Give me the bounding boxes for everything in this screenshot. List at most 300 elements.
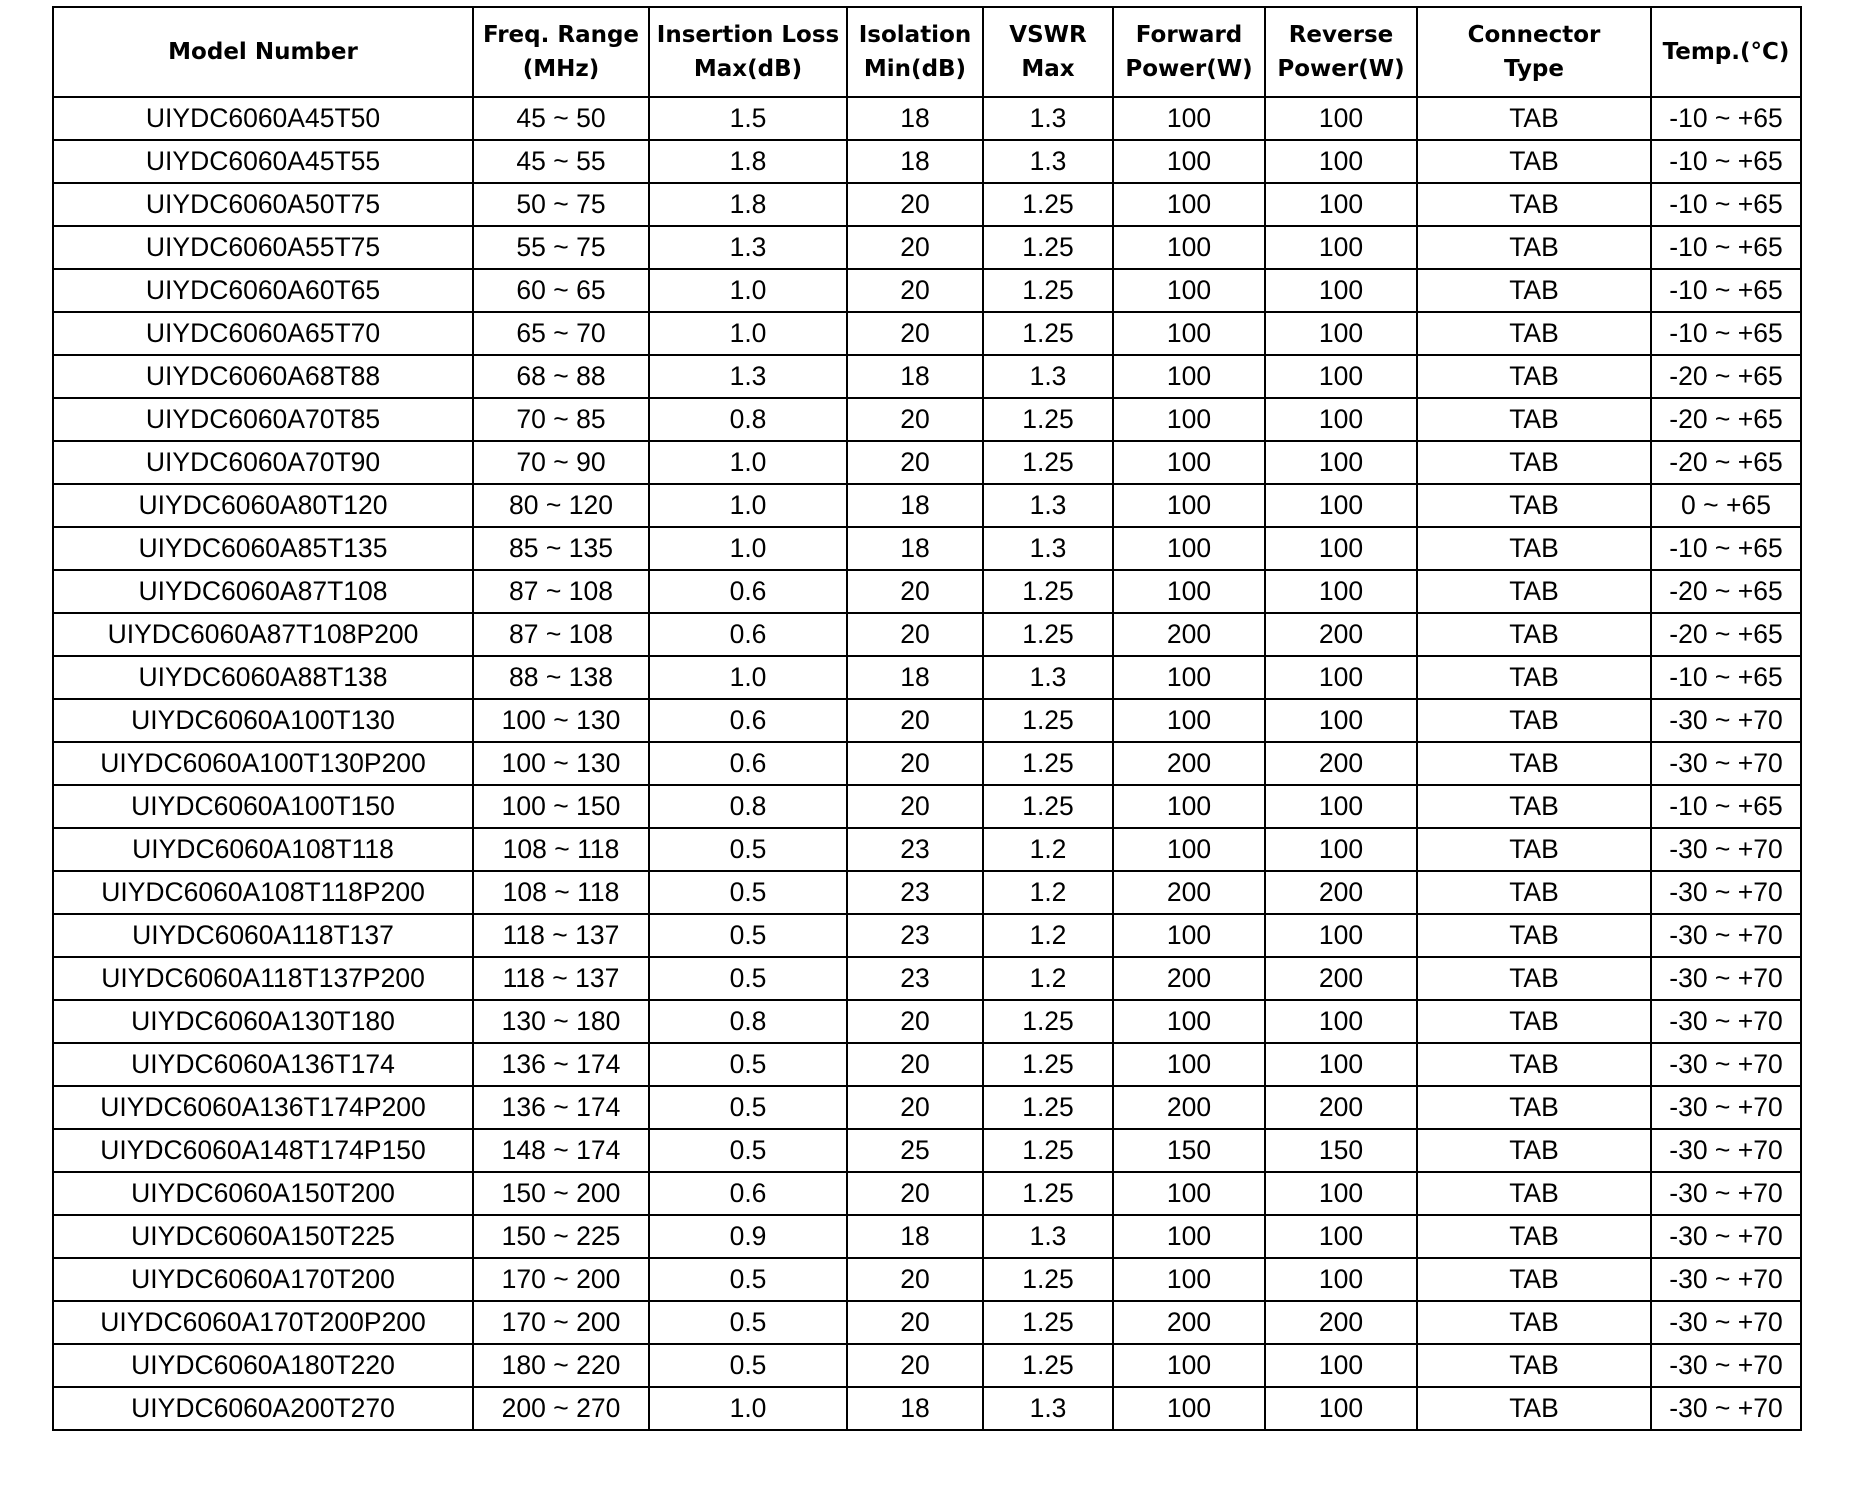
table-row	[53, 570, 1801, 613]
cell-isolation: 18	[847, 656, 983, 699]
cell-freq-range: 108 ~ 118	[473, 871, 649, 914]
cell-temp: -30 ~ +70	[1651, 699, 1801, 742]
cell-vswr: 1.25	[983, 226, 1113, 269]
cell-temp: -30 ~ +70	[1651, 914, 1801, 957]
cell-model-number: UIYDC6060A45T50	[53, 97, 473, 140]
table-row	[53, 1344, 1801, 1387]
cell-reverse-power: 100	[1265, 527, 1417, 570]
cell-insertion-loss: 0.5	[649, 957, 847, 1000]
cell-isolation: 20	[847, 785, 983, 828]
cell-reverse-power: 100	[1265, 484, 1417, 527]
cell-model-number: UIYDC6060A150T200	[53, 1172, 473, 1215]
header-isolation	[847, 7, 983, 97]
cell-reverse-power: 100	[1265, 1387, 1417, 1430]
cell-isolation: 18	[847, 1215, 983, 1258]
cell-forward-power: 200	[1113, 613, 1265, 656]
cell-forward-power: 100	[1113, 699, 1265, 742]
cell-model-number: UIYDC6060A88T138	[53, 656, 473, 699]
header-reverse-power-line2: Power(W)	[1277, 56, 1405, 82]
header-vswr	[983, 7, 1113, 97]
cell-model-number: UIYDC6060A136T174P200	[53, 1086, 473, 1129]
table-row	[53, 742, 1801, 785]
cell-forward-power: 100	[1113, 441, 1265, 484]
cell-temp: -30 ~ +70	[1651, 1000, 1801, 1043]
cell-isolation: 20	[847, 312, 983, 355]
cell-insertion-loss: 0.6	[649, 742, 847, 785]
cell-forward-power: 100	[1113, 1172, 1265, 1215]
cell-vswr: 1.3	[983, 1215, 1113, 1258]
cell-isolation: 18	[847, 140, 983, 183]
cell-reverse-power: 200	[1265, 1086, 1417, 1129]
table-row	[53, 527, 1801, 570]
cell-connector-type: TAB	[1417, 226, 1651, 269]
cell-temp: -30 ~ +70	[1651, 742, 1801, 785]
cell-model-number: UIYDC6060A150T225	[53, 1215, 473, 1258]
cell-insertion-loss: 0.5	[649, 1258, 847, 1301]
cell-connector-type: TAB	[1417, 871, 1651, 914]
cell-insertion-loss: 0.6	[649, 613, 847, 656]
cell-freq-range: 70 ~ 85	[473, 398, 649, 441]
cell-temp: -10 ~ +65	[1651, 97, 1801, 140]
cell-model-number: UIYDC6060A100T130P200	[53, 742, 473, 785]
cell-model-number: UIYDC6060A200T270	[53, 1387, 473, 1430]
cell-reverse-power: 100	[1265, 1258, 1417, 1301]
cell-connector-type: TAB	[1417, 656, 1651, 699]
cell-reverse-power: 100	[1265, 828, 1417, 871]
cell-forward-power: 100	[1113, 355, 1265, 398]
header-isolation-line2: Min(dB)	[863, 56, 967, 82]
cell-insertion-loss: 1.3	[649, 355, 847, 398]
cell-isolation: 23	[847, 914, 983, 957]
cell-freq-range: 148 ~ 174	[473, 1129, 649, 1172]
header-connector-type-line1: Connector	[1467, 22, 1601, 48]
table-row	[53, 1301, 1801, 1344]
cell-insertion-loss: 1.8	[649, 140, 847, 183]
table-row	[53, 97, 1801, 140]
cell-temp: -20 ~ +65	[1651, 613, 1801, 656]
cell-isolation: 20	[847, 1172, 983, 1215]
cell-model-number: UIYDC6060A180T220	[53, 1344, 473, 1387]
cell-insertion-loss: 1.0	[649, 484, 847, 527]
cell-forward-power: 100	[1113, 97, 1265, 140]
cell-forward-power: 200	[1113, 1086, 1265, 1129]
cell-model-number: UIYDC6060A60T65	[53, 269, 473, 312]
header-insertion-loss-line1: Insertion Loss	[656, 22, 840, 48]
cell-connector-type: TAB	[1417, 355, 1651, 398]
cell-temp: -10 ~ +65	[1651, 656, 1801, 699]
cell-temp: -20 ~ +65	[1651, 441, 1801, 484]
cell-connector-type: TAB	[1417, 527, 1651, 570]
cell-vswr: 1.25	[983, 742, 1113, 785]
table-row	[53, 355, 1801, 398]
cell-vswr: 1.25	[983, 1086, 1113, 1129]
cell-insertion-loss: 1.5	[649, 97, 847, 140]
cell-freq-range: 118 ~ 137	[473, 957, 649, 1000]
cell-isolation: 18	[847, 1387, 983, 1430]
cell-freq-range: 45 ~ 50	[473, 97, 649, 140]
cell-insertion-loss: 0.5	[649, 871, 847, 914]
cell-temp: -20 ~ +65	[1651, 398, 1801, 441]
header-reverse-power	[1265, 7, 1417, 97]
cell-connector-type: TAB	[1417, 914, 1651, 957]
cell-reverse-power: 100	[1265, 1215, 1417, 1258]
cell-forward-power: 200	[1113, 871, 1265, 914]
cell-freq-range: 50 ~ 75	[473, 183, 649, 226]
cell-freq-range: 150 ~ 225	[473, 1215, 649, 1258]
cell-model-number: UIYDC6060A170T200	[53, 1258, 473, 1301]
cell-connector-type: TAB	[1417, 1387, 1651, 1430]
cell-reverse-power: 100	[1265, 312, 1417, 355]
table-row	[53, 1000, 1801, 1043]
cell-insertion-loss: 1.0	[649, 312, 847, 355]
table-row	[53, 828, 1801, 871]
cell-freq-range: 88 ~ 138	[473, 656, 649, 699]
cell-isolation: 20	[847, 269, 983, 312]
cell-reverse-power: 100	[1265, 140, 1417, 183]
cell-temp: -30 ~ +70	[1651, 1258, 1801, 1301]
cell-connector-type: TAB	[1417, 484, 1651, 527]
cell-connector-type: TAB	[1417, 97, 1651, 140]
cell-connector-type: TAB	[1417, 1086, 1651, 1129]
table-row	[53, 1043, 1801, 1086]
cell-model-number: UIYDC6060A108T118	[53, 828, 473, 871]
cell-reverse-power: 100	[1265, 1043, 1417, 1086]
cell-forward-power: 100	[1113, 527, 1265, 570]
cell-forward-power: 100	[1113, 914, 1265, 957]
cell-forward-power: 100	[1113, 484, 1265, 527]
cell-isolation: 20	[847, 1043, 983, 1086]
cell-isolation: 20	[847, 1000, 983, 1043]
table-header	[53, 7, 1801, 97]
cell-forward-power: 100	[1113, 312, 1265, 355]
table-row	[53, 656, 1801, 699]
cell-freq-range: 108 ~ 118	[473, 828, 649, 871]
cell-model-number: UIYDC6060A55T75	[53, 226, 473, 269]
cell-insertion-loss: 0.5	[649, 1086, 847, 1129]
cell-connector-type: TAB	[1417, 183, 1651, 226]
cell-reverse-power: 150	[1265, 1129, 1417, 1172]
cell-insertion-loss: 0.6	[649, 699, 847, 742]
cell-isolation: 18	[847, 484, 983, 527]
cell-connector-type: TAB	[1417, 1215, 1651, 1258]
cell-isolation: 20	[847, 699, 983, 742]
cell-model-number: UIYDC6060A118T137	[53, 914, 473, 957]
table-row	[53, 484, 1801, 527]
cell-temp: -20 ~ +65	[1651, 570, 1801, 613]
table-row	[53, 312, 1801, 355]
cell-insertion-loss: 0.5	[649, 914, 847, 957]
cell-model-number: UIYDC6060A100T150	[53, 785, 473, 828]
cell-vswr: 1.25	[983, 1043, 1113, 1086]
cell-vswr: 1.2	[983, 957, 1113, 1000]
cell-model-number: UIYDC6060A70T90	[53, 441, 473, 484]
header-row	[53, 7, 1801, 97]
cell-vswr: 1.25	[983, 1344, 1113, 1387]
cell-vswr: 1.3	[983, 484, 1113, 527]
cell-insertion-loss: 1.0	[649, 441, 847, 484]
cell-model-number: UIYDC6060A50T75	[53, 183, 473, 226]
header-model-number-line1: Model Number	[168, 39, 358, 65]
cell-connector-type: TAB	[1417, 828, 1651, 871]
header-reverse-power-line1: Reverse	[1288, 22, 1394, 48]
table-row	[53, 1086, 1801, 1129]
cell-reverse-power: 100	[1265, 441, 1417, 484]
cell-insertion-loss: 1.8	[649, 183, 847, 226]
cell-vswr: 1.25	[983, 1301, 1113, 1344]
cell-insertion-loss: 0.5	[649, 1129, 847, 1172]
header-freq-range-line1: Freq. Range	[482, 22, 640, 48]
cell-connector-type: TAB	[1417, 1043, 1651, 1086]
cell-vswr: 1.25	[983, 613, 1113, 656]
cell-isolation: 18	[847, 97, 983, 140]
table-row	[53, 1387, 1801, 1430]
cell-reverse-power: 100	[1265, 97, 1417, 140]
cell-model-number: UIYDC6060A68T88	[53, 355, 473, 398]
header-connector-type-line2: Type	[1503, 56, 1564, 82]
cell-forward-power: 100	[1113, 1387, 1265, 1430]
cell-insertion-loss: 0.6	[649, 1172, 847, 1215]
table-row	[53, 785, 1801, 828]
header-insertion-loss-line2: Max(dB)	[693, 56, 803, 82]
cell-reverse-power: 100	[1265, 355, 1417, 398]
header-freq-range	[473, 7, 649, 97]
cell-insertion-loss: 0.6	[649, 570, 847, 613]
cell-model-number: UIYDC6060A80T120	[53, 484, 473, 527]
header-freq-range-line2: (MHz)	[522, 56, 600, 82]
cell-model-number: UIYDC6060A130T180	[53, 1000, 473, 1043]
cell-reverse-power: 100	[1265, 398, 1417, 441]
table-row	[53, 441, 1801, 484]
cell-temp: -10 ~ +65	[1651, 140, 1801, 183]
cell-vswr: 1.3	[983, 97, 1113, 140]
table-row	[53, 183, 1801, 226]
cell-isolation: 18	[847, 527, 983, 570]
cell-freq-range: 85 ~ 135	[473, 527, 649, 570]
cell-temp: -30 ~ +70	[1651, 1086, 1801, 1129]
cell-temp: -30 ~ +70	[1651, 1043, 1801, 1086]
table-row	[53, 699, 1801, 742]
cell-vswr: 1.25	[983, 1129, 1113, 1172]
cell-connector-type: TAB	[1417, 613, 1651, 656]
cell-freq-range: 136 ~ 174	[473, 1043, 649, 1086]
cell-vswr: 1.25	[983, 570, 1113, 613]
header-isolation-line1: Isolation	[858, 22, 972, 48]
cell-model-number: UIYDC6060A45T55	[53, 140, 473, 183]
cell-connector-type: TAB	[1417, 398, 1651, 441]
cell-model-number: UIYDC6060A118T137P200	[53, 957, 473, 1000]
cell-freq-range: 87 ~ 108	[473, 613, 649, 656]
cell-isolation: 20	[847, 742, 983, 785]
cell-reverse-power: 100	[1265, 269, 1417, 312]
cell-forward-power: 100	[1113, 226, 1265, 269]
cell-freq-range: 170 ~ 200	[473, 1258, 649, 1301]
cell-reverse-power: 200	[1265, 871, 1417, 914]
cell-model-number: UIYDC6060A87T108P200	[53, 613, 473, 656]
cell-model-number: UIYDC6060A170T200P200	[53, 1301, 473, 1344]
cell-insertion-loss: 1.0	[649, 656, 847, 699]
table-row	[53, 226, 1801, 269]
cell-temp: -10 ~ +65	[1651, 785, 1801, 828]
cell-insertion-loss: 0.8	[649, 398, 847, 441]
cell-connector-type: TAB	[1417, 140, 1651, 183]
cell-freq-range: 180 ~ 220	[473, 1344, 649, 1387]
cell-temp: -10 ~ +65	[1651, 183, 1801, 226]
header-model-number	[53, 7, 473, 97]
cell-temp: -30 ~ +70	[1651, 1301, 1801, 1344]
cell-reverse-power: 100	[1265, 914, 1417, 957]
cell-vswr: 1.2	[983, 828, 1113, 871]
cell-freq-range: 55 ~ 75	[473, 226, 649, 269]
cell-vswr: 1.25	[983, 699, 1113, 742]
cell-freq-range: 45 ~ 55	[473, 140, 649, 183]
table-row	[53, 140, 1801, 183]
cell-forward-power: 100	[1113, 183, 1265, 226]
table-row	[53, 1129, 1801, 1172]
cell-isolation: 20	[847, 1301, 983, 1344]
table-body	[53, 97, 1801, 1430]
cell-forward-power: 100	[1113, 570, 1265, 613]
cell-reverse-power: 100	[1265, 785, 1417, 828]
cell-connector-type: TAB	[1417, 1258, 1651, 1301]
cell-forward-power: 200	[1113, 1301, 1265, 1344]
cell-forward-power: 100	[1113, 398, 1265, 441]
cell-connector-type: TAB	[1417, 742, 1651, 785]
cell-vswr: 1.25	[983, 1258, 1113, 1301]
cell-temp: -30 ~ +70	[1651, 1215, 1801, 1258]
cell-freq-range: 68 ~ 88	[473, 355, 649, 398]
cell-freq-range: 200 ~ 270	[473, 1387, 649, 1430]
cell-isolation: 20	[847, 183, 983, 226]
cell-model-number: UIYDC6060A85T135	[53, 527, 473, 570]
table-row	[53, 957, 1801, 1000]
cell-reverse-power: 200	[1265, 613, 1417, 656]
cell-temp: -10 ~ +65	[1651, 312, 1801, 355]
cell-isolation: 20	[847, 570, 983, 613]
cell-forward-power: 100	[1113, 1344, 1265, 1387]
cell-temp: -30 ~ +70	[1651, 1172, 1801, 1215]
cell-forward-power: 100	[1113, 1000, 1265, 1043]
cell-vswr: 1.25	[983, 1000, 1113, 1043]
cell-vswr: 1.25	[983, 785, 1113, 828]
cell-isolation: 20	[847, 613, 983, 656]
cell-reverse-power: 100	[1265, 570, 1417, 613]
cell-freq-range: 150 ~ 200	[473, 1172, 649, 1215]
cell-vswr: 1.25	[983, 1172, 1113, 1215]
cell-temp: 0 ~ +65	[1651, 484, 1801, 527]
cell-model-number: UIYDC6060A148T174P150	[53, 1129, 473, 1172]
cell-isolation: 20	[847, 226, 983, 269]
cell-isolation: 20	[847, 1344, 983, 1387]
cell-freq-range: 70 ~ 90	[473, 441, 649, 484]
header-vswr-line1: VSWR	[1009, 22, 1087, 48]
cell-freq-range: 80 ~ 120	[473, 484, 649, 527]
cell-connector-type: TAB	[1417, 1172, 1651, 1215]
header-insertion-loss	[649, 7, 847, 97]
cell-insertion-loss: 0.5	[649, 828, 847, 871]
cell-freq-range: 100 ~ 130	[473, 699, 649, 742]
cell-vswr: 1.2	[983, 914, 1113, 957]
cell-vswr: 1.3	[983, 355, 1113, 398]
cell-insertion-loss: 1.0	[649, 269, 847, 312]
table-row	[53, 1258, 1801, 1301]
cell-reverse-power: 100	[1265, 1172, 1417, 1215]
table-row	[53, 871, 1801, 914]
cell-model-number: UIYDC6060A100T130	[53, 699, 473, 742]
cell-vswr: 1.25	[983, 312, 1113, 355]
cell-forward-power: 100	[1113, 1215, 1265, 1258]
cell-vswr: 1.25	[983, 183, 1113, 226]
cell-freq-range: 130 ~ 180	[473, 1000, 649, 1043]
cell-isolation: 23	[847, 957, 983, 1000]
cell-freq-range: 136 ~ 174	[473, 1086, 649, 1129]
cell-temp: -30 ~ +70	[1651, 957, 1801, 1000]
cell-insertion-loss: 1.0	[649, 1387, 847, 1430]
cell-connector-type: TAB	[1417, 269, 1651, 312]
cell-isolation: 23	[847, 828, 983, 871]
cell-model-number: UIYDC6060A65T70	[53, 312, 473, 355]
cell-freq-range: 100 ~ 150	[473, 785, 649, 828]
cell-model-number: UIYDC6060A70T85	[53, 398, 473, 441]
cell-temp: -10 ~ +65	[1651, 269, 1801, 312]
cell-freq-range: 87 ~ 108	[473, 570, 649, 613]
cell-freq-range: 100 ~ 130	[473, 742, 649, 785]
cell-reverse-power: 100	[1265, 1344, 1417, 1387]
cell-freq-range: 170 ~ 200	[473, 1301, 649, 1344]
cell-model-number: UIYDC6060A108T118P200	[53, 871, 473, 914]
table-row	[53, 269, 1801, 312]
cell-connector-type: TAB	[1417, 1000, 1651, 1043]
cell-insertion-loss: 0.5	[649, 1301, 847, 1344]
cell-vswr: 1.3	[983, 527, 1113, 570]
cell-isolation: 23	[847, 871, 983, 914]
cell-insertion-loss: 0.9	[649, 1215, 847, 1258]
cell-temp: -30 ~ +70	[1651, 828, 1801, 871]
cell-vswr: 1.3	[983, 1387, 1113, 1430]
cell-connector-type: TAB	[1417, 1344, 1651, 1387]
cell-forward-power: 100	[1113, 1258, 1265, 1301]
cell-freq-range: 65 ~ 70	[473, 312, 649, 355]
cell-vswr: 1.3	[983, 656, 1113, 699]
header-forward-power	[1113, 7, 1265, 97]
cell-forward-power: 100	[1113, 828, 1265, 871]
cell-connector-type: TAB	[1417, 441, 1651, 484]
header-temp	[1651, 7, 1801, 97]
cell-forward-power: 100	[1113, 269, 1265, 312]
cell-reverse-power: 100	[1265, 699, 1417, 742]
cell-temp: -20 ~ +65	[1651, 355, 1801, 398]
cell-temp: -30 ~ +70	[1651, 1129, 1801, 1172]
spec-table	[52, 6, 1802, 1431]
cell-connector-type: TAB	[1417, 312, 1651, 355]
cell-temp: -30 ~ +70	[1651, 871, 1801, 914]
cell-model-number: UIYDC6060A87T108	[53, 570, 473, 613]
header-forward-power-line2: Power(W)	[1125, 56, 1253, 82]
cell-forward-power: 200	[1113, 742, 1265, 785]
cell-forward-power: 100	[1113, 785, 1265, 828]
cell-temp: -10 ~ +65	[1651, 226, 1801, 269]
header-forward-power-line1: Forward	[1135, 22, 1243, 48]
cell-forward-power: 100	[1113, 656, 1265, 699]
cell-forward-power: 150	[1113, 1129, 1265, 1172]
table-row	[53, 1172, 1801, 1215]
cell-temp: -30 ~ +70	[1651, 1387, 1801, 1430]
cell-temp: -10 ~ +65	[1651, 527, 1801, 570]
cell-insertion-loss: 0.5	[649, 1344, 847, 1387]
cell-connector-type: TAB	[1417, 785, 1651, 828]
cell-reverse-power: 100	[1265, 1000, 1417, 1043]
cell-connector-type: TAB	[1417, 957, 1651, 1000]
cell-isolation: 20	[847, 1258, 983, 1301]
